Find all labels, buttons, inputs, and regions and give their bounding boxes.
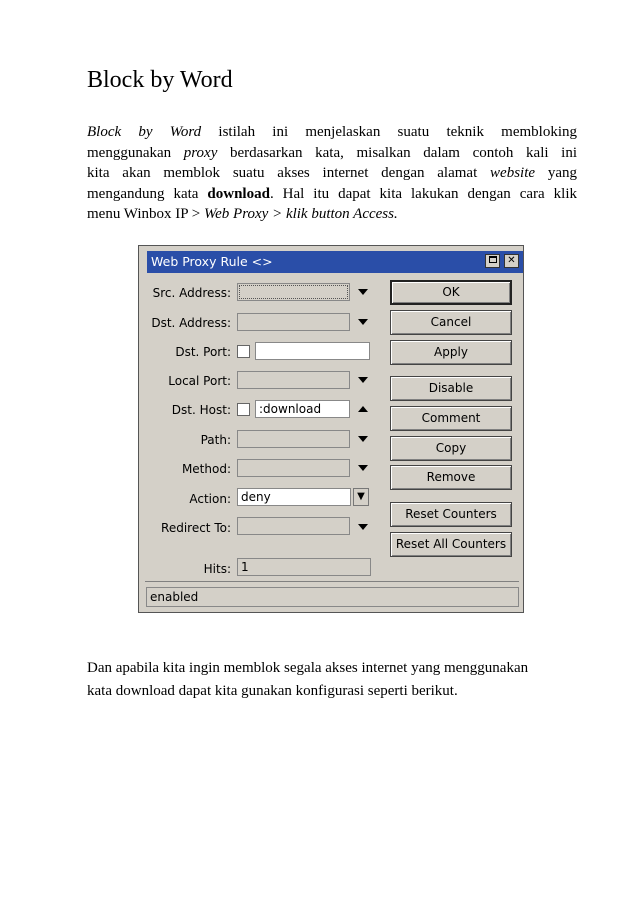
intro-line-3 — [87, 163, 577, 184]
status-bar — [146, 587, 519, 607]
intro-text: . Hal itu dapat kita lakukan dengan cara klik — [269, 185, 577, 202]
intro-line-1 — [87, 122, 577, 143]
close-icon[interactable]: ✕ — [504, 254, 519, 268]
menu-path: Web Proxy > klik button Access. — [204, 206, 398, 222]
hits-label: Hits: — [203, 562, 231, 576]
intro-text: menu Winbox IP > — [87, 206, 205, 222]
maximize-icon[interactable] — [485, 254, 500, 268]
intro-text: menggunakan — [87, 144, 184, 161]
intro-text: yang — [535, 165, 577, 181]
src-address-input[interactable] — [237, 283, 350, 301]
status-separator — [145, 581, 519, 582]
reset-counters-button[interactable]: Reset Counters — [390, 502, 512, 527]
intro-text: istilah ini menjelaskan suatu teknik membloking — [201, 124, 577, 140]
method-input[interactable] — [237, 459, 350, 477]
dst-port-input[interactable] — [255, 342, 370, 360]
comment-button[interactable]: Comment — [390, 406, 512, 431]
local-port-label: Local Port: — [168, 374, 231, 388]
web-proxy-rule-dialog — [138, 245, 524, 613]
hits-value: 1 — [237, 558, 371, 576]
term-download: download — [207, 185, 270, 202]
dst-address-label: Dst. Address: — [151, 316, 231, 330]
path-label: Path: — [200, 433, 231, 447]
status-text: enabled — [150, 590, 199, 604]
dst-host-collapse-icon[interactable] — [358, 406, 368, 412]
src-address-dropdown-icon[interactable] — [358, 289, 368, 295]
closing-paragraph — [87, 657, 587, 703]
intro-line-4 — [87, 184, 577, 205]
dialog-titlebar[interactable] — [147, 251, 523, 273]
disable-button[interactable]: Disable — [390, 376, 512, 401]
redirect-to-dropdown-icon[interactable] — [358, 524, 368, 530]
intro-text: mengandung kata — [87, 185, 208, 202]
action-select[interactable]: deny — [237, 488, 351, 506]
dst-host-negate-checkbox[interactable] — [237, 403, 250, 416]
dst-host-input[interactable]: :download — [255, 400, 350, 418]
local-port-input[interactable] — [237, 371, 350, 389]
redirect-to-label: Redirect To: — [161, 521, 231, 535]
term-proxy: proxy — [183, 144, 218, 161]
intro-paragraph — [87, 122, 577, 225]
intro-text: kita akan memblok suatu akses internet dengan alamat — [87, 165, 491, 181]
action-dropdown-icon[interactable]: ▼ — [353, 488, 369, 506]
term-website: website — [490, 165, 536, 181]
dst-host-label: Dst. Host: — [171, 403, 231, 417]
local-port-dropdown-icon[interactable] — [358, 377, 368, 383]
term-block-by-word: Block by Word — [87, 124, 202, 140]
cancel-button[interactable]: Cancel — [390, 310, 512, 335]
path-input[interactable] — [237, 430, 350, 448]
src-address-label: Src. Address: — [152, 286, 231, 300]
reset-all-counters-button[interactable]: Reset All Counters — [390, 532, 512, 557]
dst-address-dropdown-icon[interactable] — [358, 319, 368, 325]
method-label: Method: — [181, 462, 231, 476]
method-dropdown-icon[interactable] — [358, 465, 368, 471]
dialog-title: Web Proxy Rule <> — [151, 254, 273, 269]
dst-port-negate-checkbox[interactable] — [237, 345, 250, 358]
action-label: Action: — [189, 492, 231, 506]
copy-button[interactable]: Copy — [390, 436, 512, 461]
path-dropdown-icon[interactable] — [358, 436, 368, 442]
closing-line-2: kata download dapat kita gunakan konfigurasi seperti berikut. — [87, 683, 458, 699]
remove-button[interactable]: Remove — [390, 465, 512, 490]
intro-text: berdasarkan kata, misalkan dalam contoh kali ini — [217, 144, 577, 161]
intro-line-2 — [87, 143, 577, 164]
intro-line-5 — [87, 204, 577, 225]
redirect-to-input[interactable] — [237, 517, 350, 535]
page-heading: Block by Word — [87, 67, 233, 93]
ok-button[interactable]: OK — [390, 280, 512, 305]
closing-line-1: Dan apabila kita ingin memblok segala akses internet yang menggunakan — [87, 660, 529, 676]
dst-address-input[interactable] — [237, 313, 350, 331]
dst-port-label: Dst. Port: — [175, 345, 231, 359]
apply-button[interactable]: Apply — [390, 340, 512, 365]
